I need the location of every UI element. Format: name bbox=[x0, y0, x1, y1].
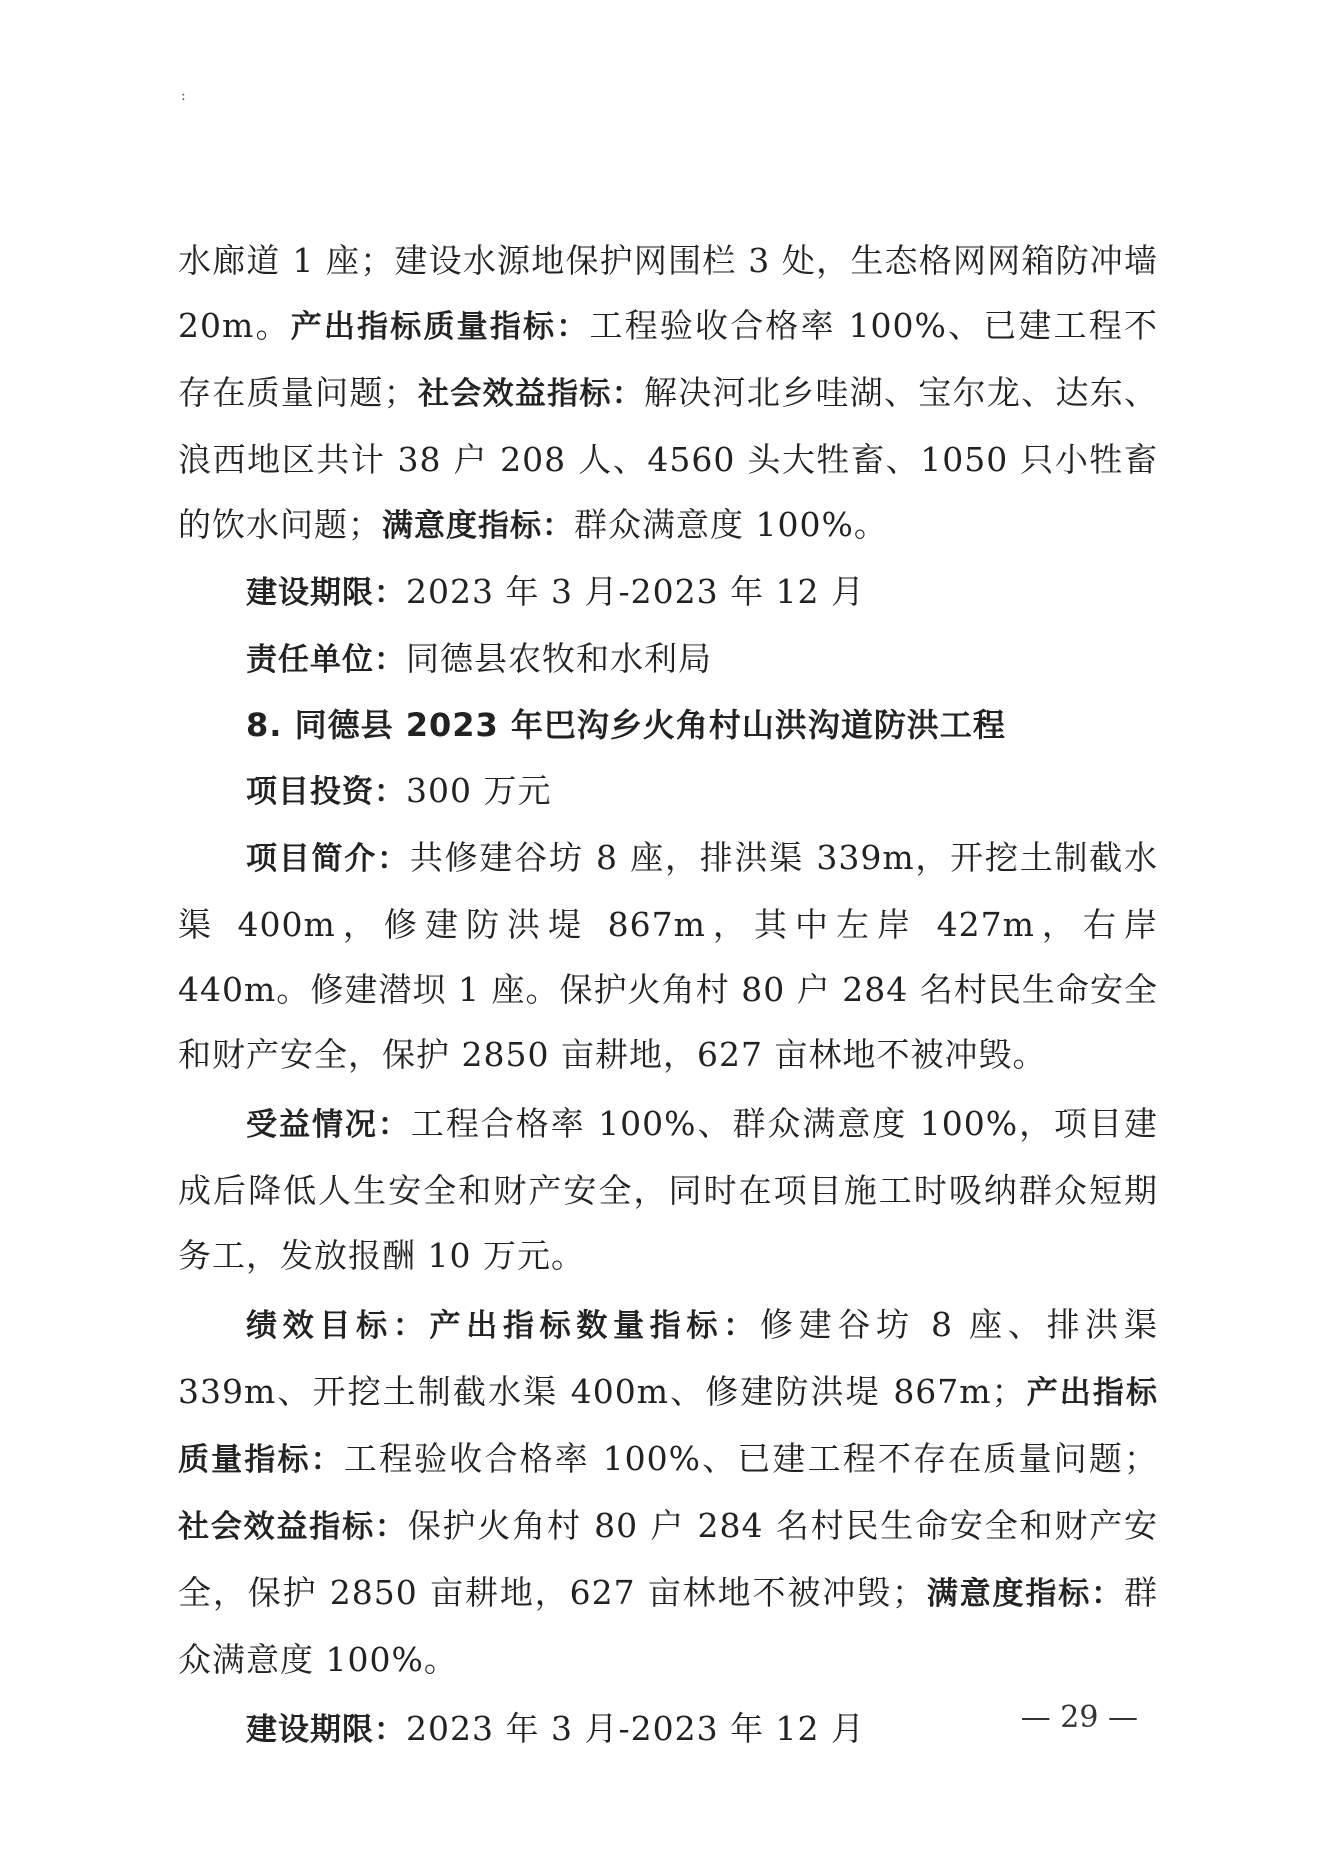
paragraph-continued: 水廊道 1 座；建设水源地保护网围栏 3 处，生态格网网箱防冲墙 20m。产出指标质量指标：工程验收合格率 100%、已建工程不存在质量问题；社会效益指标：解决河北乡哇湖、宝尔龙、达东、浪西地区共计 38 户 208 人、4560 头大牲畜、1050 只小牲畜的饮水问题；满意度指标：群众满意度 100%。 bbox=[178, 241, 1159, 544]
construction-period-2: 建设期限：2023 年 3 月-2023 年 12 月 bbox=[246, 1709, 866, 1748]
project-intro: 项目简介：共修建谷坊 8 座，排洪渠 339m，开挖土制截水渠 400m，修建防洪堤 867m，其中左岸 427m，右岸 440m。修建潜坝 1 座。保护火角村 80 户 284 名村民生命安全和财产安全，保护 2850 亩耕地，627 亩林地不被冲毁。 bbox=[178, 838, 1159, 1074]
top-mark: : bbox=[181, 88, 186, 104]
project-investment: 项目投资：300 万元 bbox=[246, 771, 552, 810]
responsible-unit: 责任单位：同德县农牧和水利局 bbox=[246, 639, 712, 678]
document-body bbox=[178, 228, 1158, 1763]
project-heading-8: 8. 同德县 2023 年巴沟乡火角村山洪沟道防洪工程 bbox=[246, 706, 1006, 744]
benefit-situation: 受益情况：工程合格率 100%、群众满意度 100%，项目建成后降低人生安全和财产安全，同时在项目施工时吸纳群众短期务工，发放报酬 10 万元。 bbox=[178, 1104, 1158, 1275]
performance-goal: 绩效目标：产出指标数量指标：修建谷坊 8 座、排洪渠 339m、开挖土制截水渠 400m、修建防洪堤 867m；产出指标质量指标：工程验收合格率 100%、已建工程不存在质量问题；社会效益指标：保护火角村 80 户 284 名村民生命安全和财产安全，保护 2850 亩耕地，627 亩林地不被冲毁；满意度指标：群众满意度 100%。 bbox=[178, 1305, 1159, 1679]
page-number: — 29 — bbox=[1020, 1700, 1138, 1735]
construction-period-1: 建设期限：2023 年 3 月-2023 年 12 月 bbox=[246, 572, 866, 611]
